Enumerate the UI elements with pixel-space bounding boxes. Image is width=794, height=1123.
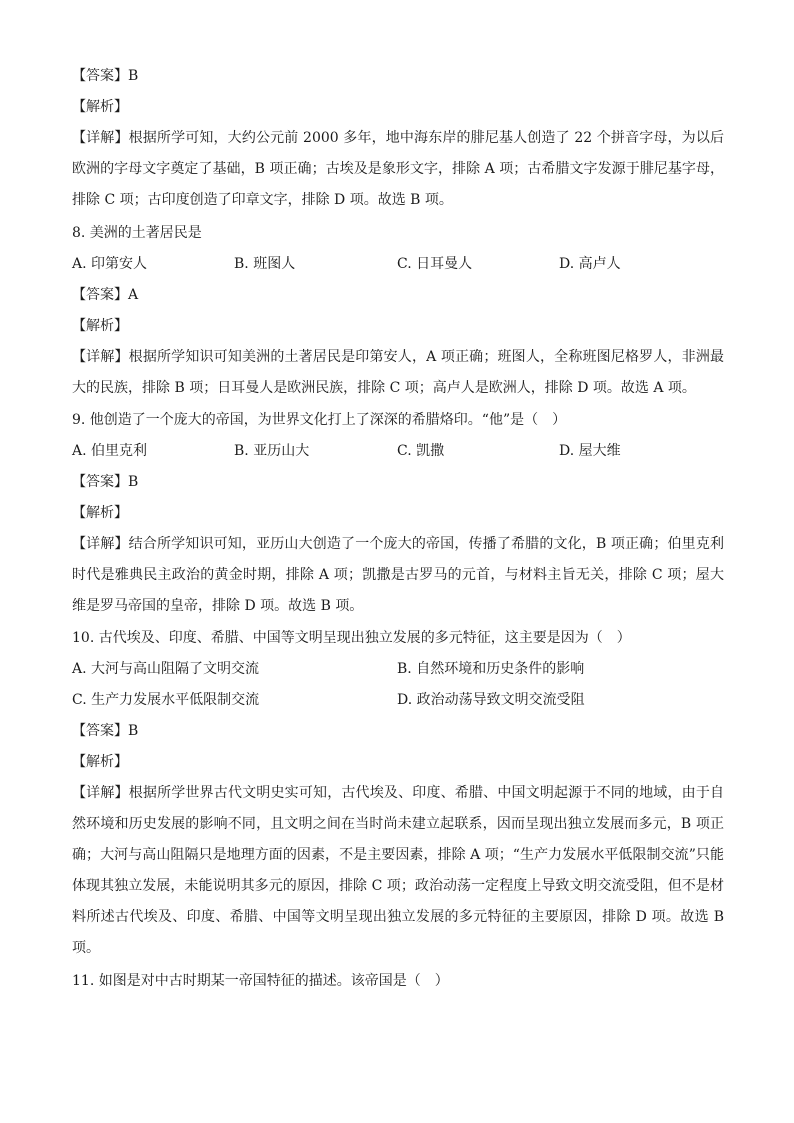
q11-stem: 11. 如图是对中古时期某一帝国特征的描述。该帝国是（ ） bbox=[72, 973, 449, 989]
q8-option-d: D. 高卢人 bbox=[559, 256, 621, 272]
q8-option-c: C. 日耳曼人 bbox=[397, 256, 473, 272]
q7-detail: 【详解】根据所学可知，大约公元前 2000 多年，地中海东岸的腓尼基人创造了 22 个拼音字母，为以后欧洲的字母文字奠定了基础，B 项正确；古埃及是象形文字，排除 A 项；古希腊文字发源于腓尼基字母，排除 C 项；古印度创造了印章文字，排除 D 项。故选 B 项。 bbox=[72, 130, 724, 208]
q10-detail: 【详解】根据所学世界古代文明史实可知，古代埃及、印度、希腊、中国文明起源于不同的地域，由于自然环境和历史发展的影响不同，且文明之间在当时尚未建立起联系，因而呈现出独立发展而多元，B 项正确；大河与高山阻隔只是地理方面的因素，不是主要因素，排除 A 项；“生产力发展水平低限制交流”只能体现其独立发展，未能说明其多元的原因，排除 C 项；政治动荡一定程度上导致文明交流受阻，但不是材料所述古代埃及、印度、希腊、中国等文明呈现出独立发展的多元特征的主要原因，排除 D 项。故选 B 项。 bbox=[72, 785, 724, 956]
q9-stem: 9. 他创造了一个庞大的帝国，为世界文化打上了深深的希腊烙印。“他”是（ ） bbox=[72, 412, 567, 428]
q10-stem: 10. 古代埃及、印度、希腊、中国等文明呈现出独立发展的多元特征，这主要是因为（ ） bbox=[72, 630, 631, 646]
q8-stem: 8. 美洲的土著居民是 bbox=[72, 225, 202, 241]
q10-option-d: D. 政治动荡导致文明交流受阻 bbox=[397, 692, 585, 708]
q9-option-a: A. 伯里克利 bbox=[72, 443, 148, 459]
q8-option-b: B. 班图人 bbox=[234, 256, 296, 272]
q8-detail: 【详解】根据所学知识可知美洲的土著居民是印第安人，A 项正确；班图人，全称班图尼格罗人，非洲最大的民族，排除 B 项；日耳曼人是欧洲民族，排除 C 项；高卢人是欧洲人，排除 D 项。故选 A 项。 bbox=[72, 349, 724, 396]
q7-analysis-label: 【解析】 bbox=[72, 99, 128, 115]
q9-analysis-label: 【解析】 bbox=[72, 505, 128, 521]
q9-option-b: B. 亚历山大 bbox=[234, 443, 310, 459]
q9-answer: 【答案】B bbox=[72, 474, 139, 490]
q8-option-a: A. 印第安人 bbox=[72, 256, 148, 272]
q9-option-d: D. 屋大维 bbox=[559, 443, 621, 459]
q7-answer: 【答案】B bbox=[72, 68, 139, 84]
q8-answer: 【答案】A bbox=[72, 287, 139, 303]
q10-option-c: C. 生产力发展水平低限制交流 bbox=[72, 692, 260, 708]
q9-detail: 【详解】结合所学知识可知，亚历山大创造了一个庞大的帝国，传播了希腊的文化，B 项正确；伯里克利时代是雅典民主政治的黄金时期，排除 A 项；凯撒是古罗马的元首，与材料主旨无关，排除 C 项；屋大维是罗马帝国的皇帝，排除 D 项。故选 B 项。 bbox=[72, 536, 724, 614]
q10-answer: 【答案】B bbox=[72, 723, 139, 739]
q8-analysis-label: 【解析】 bbox=[72, 318, 128, 334]
q10-option-b: B. 自然环境和历史条件的影响 bbox=[397, 661, 585, 677]
q10-analysis-label: 【解析】 bbox=[72, 754, 128, 770]
q10-option-a: A. 大河与高山阻隔了文明交流 bbox=[72, 661, 260, 677]
q9-option-c: C. 凯撒 bbox=[397, 443, 445, 459]
